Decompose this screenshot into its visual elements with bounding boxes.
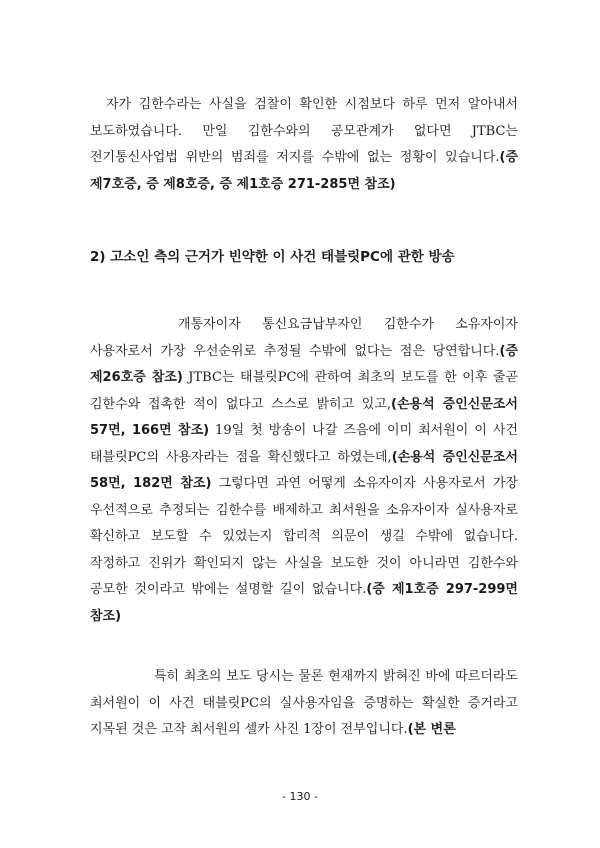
evidence-reference: (증 제7호증, 증 제8호증, 증 제1호증 271-285면 참조)	[90, 150, 518, 192]
paragraph-owner-presumption	[90, 312, 518, 630]
paragraph-text: 그렇다면 과연 어떻게 소유자이자 사용자로서 가장 우선적으로 추정되는 김한수를 배제하고 최서원을 소유자이자 실사용자로 확신하고 보도할 수 있었는지 합리적 의문이 생길 수밖에 없습니다. 작정하고 진위가 확인되지 않는 사실을 보도한 것이 아니라면 김한수와 공모한 것이라고 밖에는 설명할 길이 없습니다.	[90, 476, 518, 597]
paragraph-text: 특히 최초의 보도 당시는 물론 현재까지 밝혀진 바에 따르더라도 최서원이 이 사건 태블릿PC의 실사용자임을 증명하는 확실한 증거라고 지목된 것은 고작 최서원의 셀카 사진 1장이 전부입니다.	[90, 669, 518, 737]
paragraph-text: 자가 김한수라는 사실을 검찰이 확인한 시점보다 하루 먼저 알아내서 보도하였습니다. 만일 김한수와의 공모관계가 없다면 JTBC는 전기통신사업법 위반의 범죄를 저지를 수밖에 없는 정황이 있습니다.	[90, 97, 518, 165]
section-heading: 2) 고소인 측의 근거가 빈약한 이 사건 태블릿PC에 관한 방송	[90, 249, 455, 265]
evidence-reference: (증 제1호증 297-299면 참조)	[90, 582, 518, 624]
page-number: - 130 -	[282, 790, 318, 803]
paragraph-text: 19일 첫 방송이 나갈 즈음에 이미 최서원이 이 사건 태블릿PC의 사용자라는 점을 확신했다고 하였는데,	[90, 423, 518, 465]
paragraph-jtbc-report-timing	[90, 92, 518, 198]
paragraph-selfie-evidence	[90, 664, 518, 744]
paragraph-text: 개통자이자 통신요금납부자인 김한수가 소유자이자 사용자로서 가장 우선순위로 추정될 수밖에 없다는 점은 당연합니다.	[90, 317, 518, 359]
evidence-reference: (손용석 증인신문조서 58면, 182면 참조)	[90, 449, 518, 491]
evidence-reference: (손용석 증인신문조서 57면, 166면 참조)	[90, 396, 518, 438]
evidence-reference: (증 제26호증 참조)	[90, 343, 518, 385]
paragraph-text: JTBC는 태블릿PC에 관하여 최초의 보도를 한 이후 줄곧 김한수와 접촉한 적이 없다고 스스로 밝히고 있고,	[90, 370, 518, 412]
evidence-reference: (본 변론	[407, 722, 456, 737]
